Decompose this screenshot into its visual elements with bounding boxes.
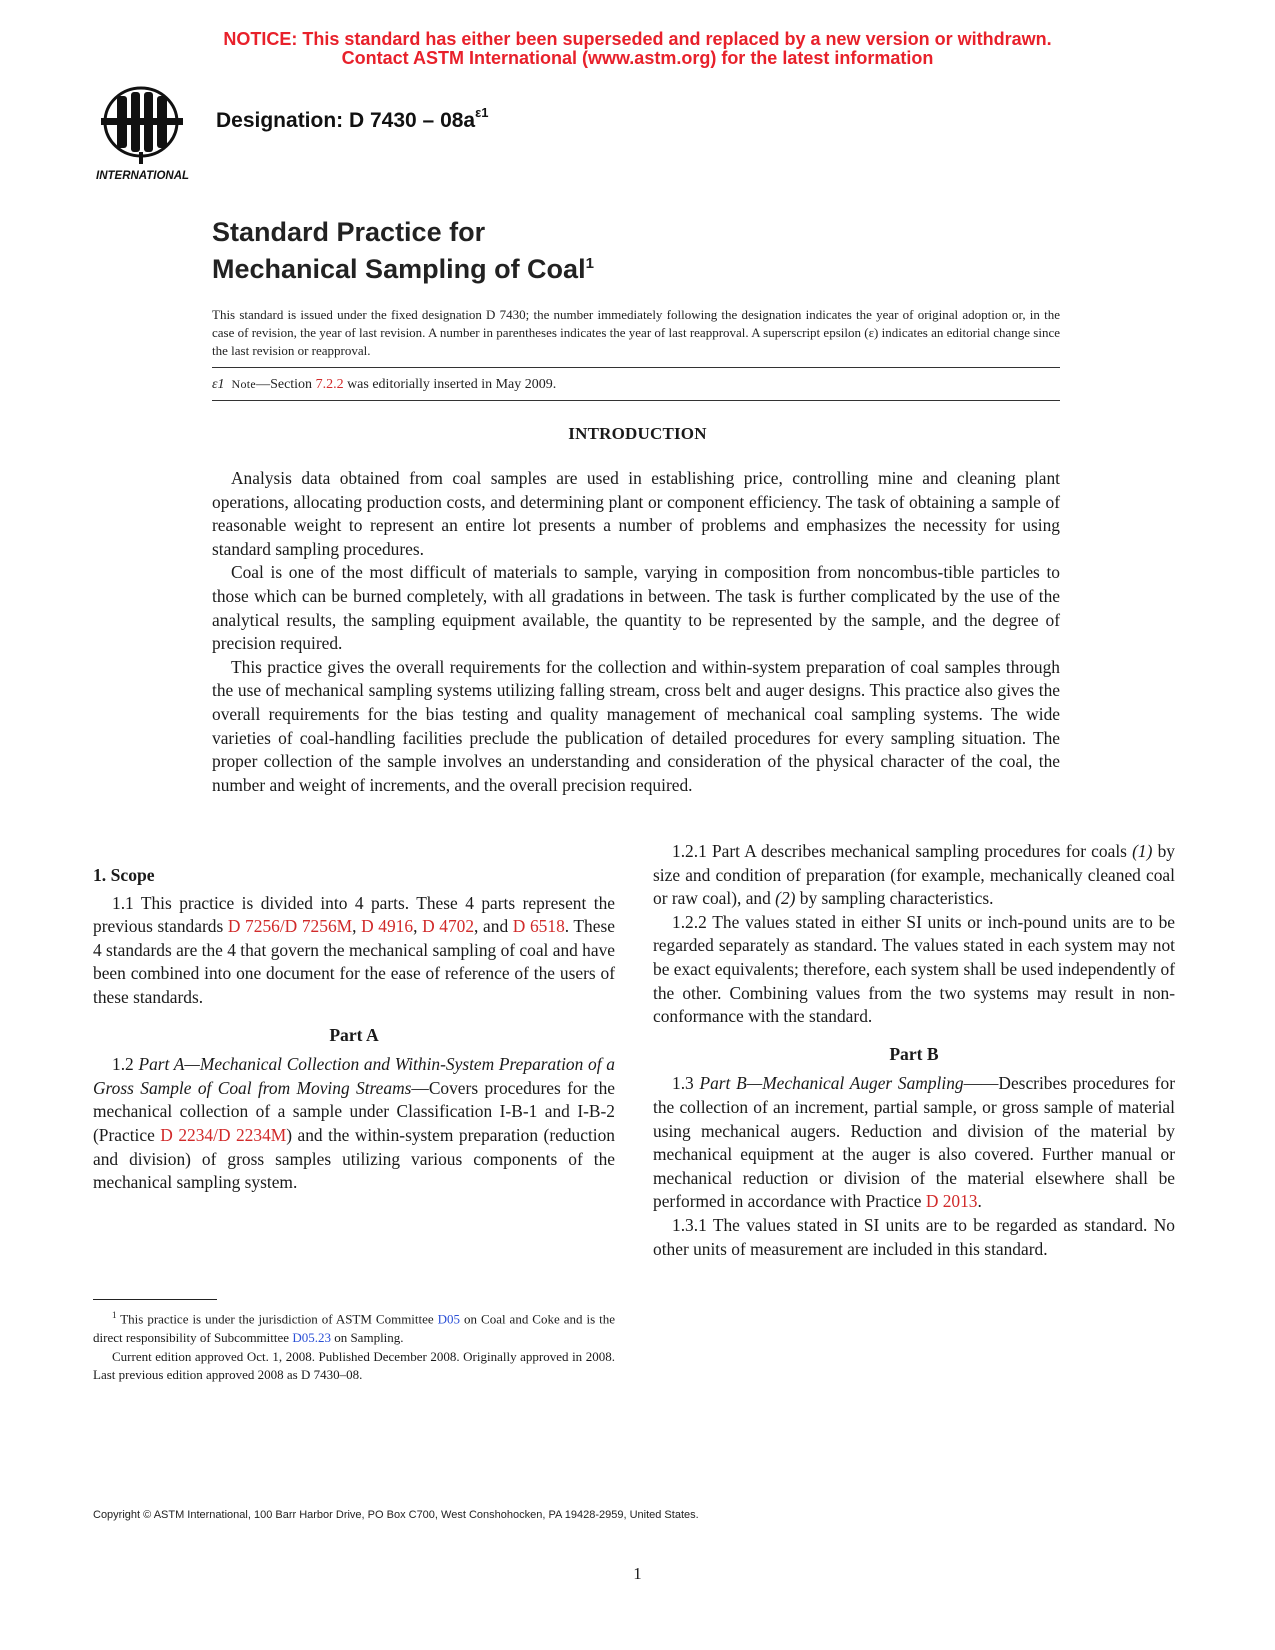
intro-paragraph-2: Coal is one of the most difficult of materials to sample, varying in composition from noncombus-tible particles to those which can be burned completely, with all gradations in between. The task is further complicated by the use of the analytical results, the sampling equipment available, the quantity to be represented by the sample, and the degree of precision required. <box>212 562 1060 654</box>
title-footnote-mark[interactable]: 1 <box>585 255 594 272</box>
ref-d2013[interactable]: D 2013 <box>925 1191 978 1212</box>
section-1-2-number: 1.2 <box>112 1054 139 1075</box>
section-1-3-number: 1.3 <box>672 1073 700 1094</box>
section-1-1 <box>93 892 615 1010</box>
page-number: 1 <box>633 1564 642 1583</box>
intro-paragraph-1: Analysis data obtained from coal samples are used in establishing price, controlling mine and cleaning plant operations, allocating production costs, and determining plant or component efficiency. The task of obtaining a sample of reasonable weight to represent an entire lot presents a number of problems and emphasizes the necessity for using standard sampling procedures. <box>212 468 1060 559</box>
section-1-1-text: 1.1 This practice is divided into 4 parts. These 4 parts represent the previous standards <box>93 892 615 937</box>
sep: , <box>352 916 362 937</box>
section-1-2-text: —Covers procedures for the mechanical collection of a sample under Classification I-B-1 and I-B-2 (Practice <box>93 1077 616 1145</box>
ednote-label: Note <box>231 377 257 391</box>
section-1-3-text: ——Describes procedures for the collection of an increment, partial sample, or gross sample of material using mechanical augers. Reduction and division of the material by mechanical equipment at the auger is also covered. Further manual or mechanical reduction or division of the material elsewhere shall be performed in accordance with Practice <box>653 1073 1175 1212</box>
section-1-3-1: 1.3.1 The values stated in SI units are to be regarded as standard. No other units of measurement are included in this standard. <box>653 1214 1175 1259</box>
ednote-text-after: was editorially inserted in May 2009. <box>343 377 557 392</box>
part-b-heading: Part B <box>889 1043 939 1064</box>
part-a-heading: Part A <box>329 1024 379 1045</box>
footnote-1 <box>93 1306 615 1348</box>
sep: , and <box>474 916 513 937</box>
divider-bottom <box>212 400 1060 401</box>
title-line-2: Mechanical Sampling of Coal <box>212 254 586 284</box>
section-1-2-text-end: ) and the within-system preparation (reduction and division) of gross samples utilizing various components of the mechanical sampling system. <box>93 1124 616 1193</box>
list-marker-1: (1) <box>1132 841 1153 861</box>
subcommittee-link-d05-23[interactable]: D05.23 <box>292 1329 331 1345</box>
footnote-divider <box>93 1299 217 1300</box>
section-1-2-2: 1.2.2 The values stated in either SI units or inch-pound units are to be regarded separately as standard. The values stated in each system may not be exact equivalents; therefore, each system shall be used independently of the other. Combining values from the two systems may result in non-conformance with the standard. <box>653 911 1176 1027</box>
footnote <box>93 1306 615 1385</box>
editorial-note <box>212 377 556 393</box>
section-1-3 <box>653 1072 1175 1214</box>
logo-caption: INTERNATIONAL <box>96 170 190 182</box>
ref-d4916[interactable]: D 4916 <box>361 916 414 937</box>
ref-d7256[interactable]: D 7256/D 7256M <box>227 916 353 937</box>
divider-top <box>212 367 1060 368</box>
ref-d6518[interactable]: D 6518 <box>512 916 565 937</box>
title-line-1: Standard Practice for <box>212 217 486 247</box>
section-1-1-text-end: . These 4 standards are the 4 that govern the mechanical sampling of coal and have been combined into one document for the ease of reference of the users of these standards. <box>93 916 616 1007</box>
intro-paragraph-3: This practice gives the overall requirements for the collection and within-system preparation of coal samples through the use of mechanical sampling systems utilizing falling stream, cross belt and auger designs. This practice also gives the overall requirements for the bias testing and quality management of mechanical coal sampling systems. The wide varieties of coal-handling facilities preclude the publication of detailed procedures for every sampling situation. The proper collection of the sample involves an understanding and consideration of the physical character of the coal, the number and weight of increments, and the overall precision required. <box>212 656 1060 795</box>
footnote-text: This practice is under the jurisdiction of ASTM Committee <box>116 1311 438 1327</box>
copyright-line: Copyright © ASTM International, 100 Barr Harbor Drive, PO Box C700, West Conshohocken, PA 19428-2959, United States. <box>93 1509 699 1521</box>
astm-logo <box>93 84 198 184</box>
ref-d4702[interactable]: D 4702 <box>422 916 475 937</box>
designation-epsilon: ε1 <box>475 105 489 120</box>
section-1-2-title: Part A—Mechanical Collection and Within-System Preparation of a Gross Sample of Coal from Moving Streams <box>93 1054 615 1098</box>
section-1-2 <box>93 1053 615 1195</box>
withdrawal-notice <box>0 30 1275 68</box>
document-title <box>212 216 594 285</box>
notice-line-2[interactable]: Contact ASTM International (www.astm.org) for the latest information <box>341 48 934 68</box>
introduction-body <box>212 467 1060 797</box>
right-column <box>653 840 1175 1261</box>
introduction-heading: INTRODUCTION <box>568 424 707 443</box>
left-column <box>93 864 615 1195</box>
section-1-2-1-text: 1.2.1 Part A describes mechanical sampling procedures for coals <box>672 841 1133 861</box>
list-marker-2: (2) <box>775 888 796 909</box>
footnote-mark: 1 <box>112 1310 117 1320</box>
section-1-3-text-end: . <box>977 1191 982 1212</box>
ednote-section-link[interactable]: 7.2.2 <box>315 377 344 392</box>
section-1-2-1-text-mid: by size and condition of preparation (for example, mechanically cleaned coal or raw coal), and <box>653 841 1175 909</box>
scope-heading: 1. Scope <box>93 865 155 885</box>
section-1-2-1 <box>653 840 1175 911</box>
designation <box>216 107 489 133</box>
section-1-3-title: Part B—Mechanical Auger Sampling <box>699 1073 964 1094</box>
designation-label: Designation: D 7430 – 08a <box>216 109 476 132</box>
ref-d2234[interactable]: D 2234/D 2234M <box>160 1124 287 1145</box>
footnote-text-mid: on Coal and Coke and is the direct responsibility of Subcommittee <box>93 1311 615 1345</box>
sep: , <box>413 916 423 937</box>
footnote-edition-info: Current edition approved Oct. 1, 2008. Published December 2008. Originally approved in 2008. Last previous edition approved 2008 as D 7430–08. <box>93 1348 615 1383</box>
ednote-mark: ε1 <box>212 377 225 392</box>
ednote-text-before: —Section <box>256 377 316 392</box>
section-1-2-1-text-end: by sampling characteristics. <box>795 888 994 909</box>
issuance-statement: This standard is issued under the fixed designation D 7430; the number immediately following the designation indicates the year of original adoption or, in the case of revision, the year of last revision. A number in parentheses indicates the year of last reapproval. A superscript epsilon (ε) indicates an editorial change since the last revision or reapproval. <box>212 307 1060 358</box>
committee-link-d05[interactable]: D05 <box>437 1311 461 1327</box>
footnote-text-end: on Sampling. <box>330 1329 404 1345</box>
notice-line-1: NOTICE: This standard has either been superseded and replaced by a new version or withdrawn. <box>223 29 1052 49</box>
